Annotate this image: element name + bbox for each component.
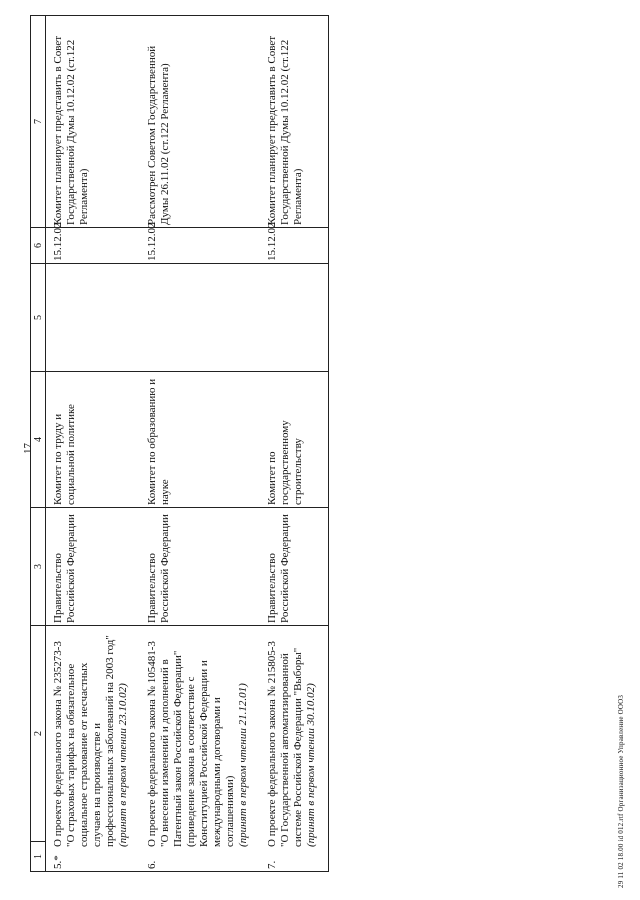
- column-5-cell: [260, 264, 329, 372]
- row-number: 6.: [146, 860, 158, 869]
- column-5-cell: [140, 264, 260, 372]
- reading-note: (принят в первом чтении 23.10.02): [117, 683, 129, 847]
- bill-title: О проекте федерального закона № 215805-3 "О Государственной автоматизированной системе Российской Федерации "Выборы": [266, 641, 304, 847]
- status-cell: Рассмотрен Советом Государственной Думы 26.11.02 (ст.122 Регламента): [140, 16, 260, 228]
- footer-note: 29 11 02 18.00 id 012.rtf Организационное Управление ООО3: [617, 694, 625, 888]
- initiator-cell: Правительство Российской Федерации: [46, 508, 141, 626]
- initiator-cell: Правительство Российской Федерации: [260, 508, 329, 626]
- reading-note: (принят в первом чтении 21.12.01): [237, 683, 249, 847]
- committee-cell: Комитет по труду и социальной политике: [46, 372, 141, 508]
- row-number: 5.*: [52, 855, 64, 869]
- committee-cell: Комитет по образованию и науке: [140, 372, 260, 508]
- reading-note: (принят в первом чтении 30.10.02): [305, 683, 317, 847]
- column-header-1: 1: [31, 842, 46, 872]
- date-cell: 15.12.02: [260, 228, 329, 264]
- column-header-5: 5: [31, 264, 46, 372]
- table-row: [140, 16, 260, 872]
- table-row: [46, 16, 141, 872]
- date-cell: 15.12.02: [46, 228, 141, 264]
- date-cell: 15.12.02: [140, 228, 260, 264]
- status-cell: Комитет планирует представить в Совет Государственной Думы 10.12.02 (ст.122 Регламента): [46, 16, 141, 228]
- agenda-table: [30, 15, 329, 872]
- table-row: [260, 16, 329, 872]
- column-header-6: 6: [31, 228, 46, 264]
- bill-title: О проекте федерального закона № 235273-3 "О страховых тарифах на обязательное социальное страхование от несчастных случаев на производстве и профессиональных заболеваний на 2003 год": [52, 635, 116, 847]
- row-number: 7.: [266, 860, 278, 869]
- column-header-2: 2: [31, 626, 46, 842]
- column-5-cell: [46, 264, 141, 372]
- column-header-7: 7: [31, 16, 46, 228]
- committee-cell: Комитет по государственному строительству: [260, 372, 329, 508]
- bill-title: О проекте федерального закона № 105481-3 "О внесении изменений и дополнений в Патентный закон Российской Федерации" (приведение закона в соответствие с Конституцией Российской Федерации и международными договорами и соглашениями): [146, 641, 236, 847]
- bill-title-cell: [140, 626, 260, 872]
- bill-title-cell: [260, 626, 329, 872]
- column-header-4: 4: [31, 372, 46, 508]
- header-row: [31, 16, 46, 872]
- bill-title-cell: [46, 626, 141, 872]
- column-header-3: 3: [31, 508, 46, 626]
- initiator-cell: Правительство Российской Федерации: [140, 508, 260, 626]
- status-cell: Комитет планирует представить в Совет Государственной Думы 10.12.02 (ст.122 Регламента): [260, 16, 329, 228]
- page-number: 17: [22, 443, 34, 454]
